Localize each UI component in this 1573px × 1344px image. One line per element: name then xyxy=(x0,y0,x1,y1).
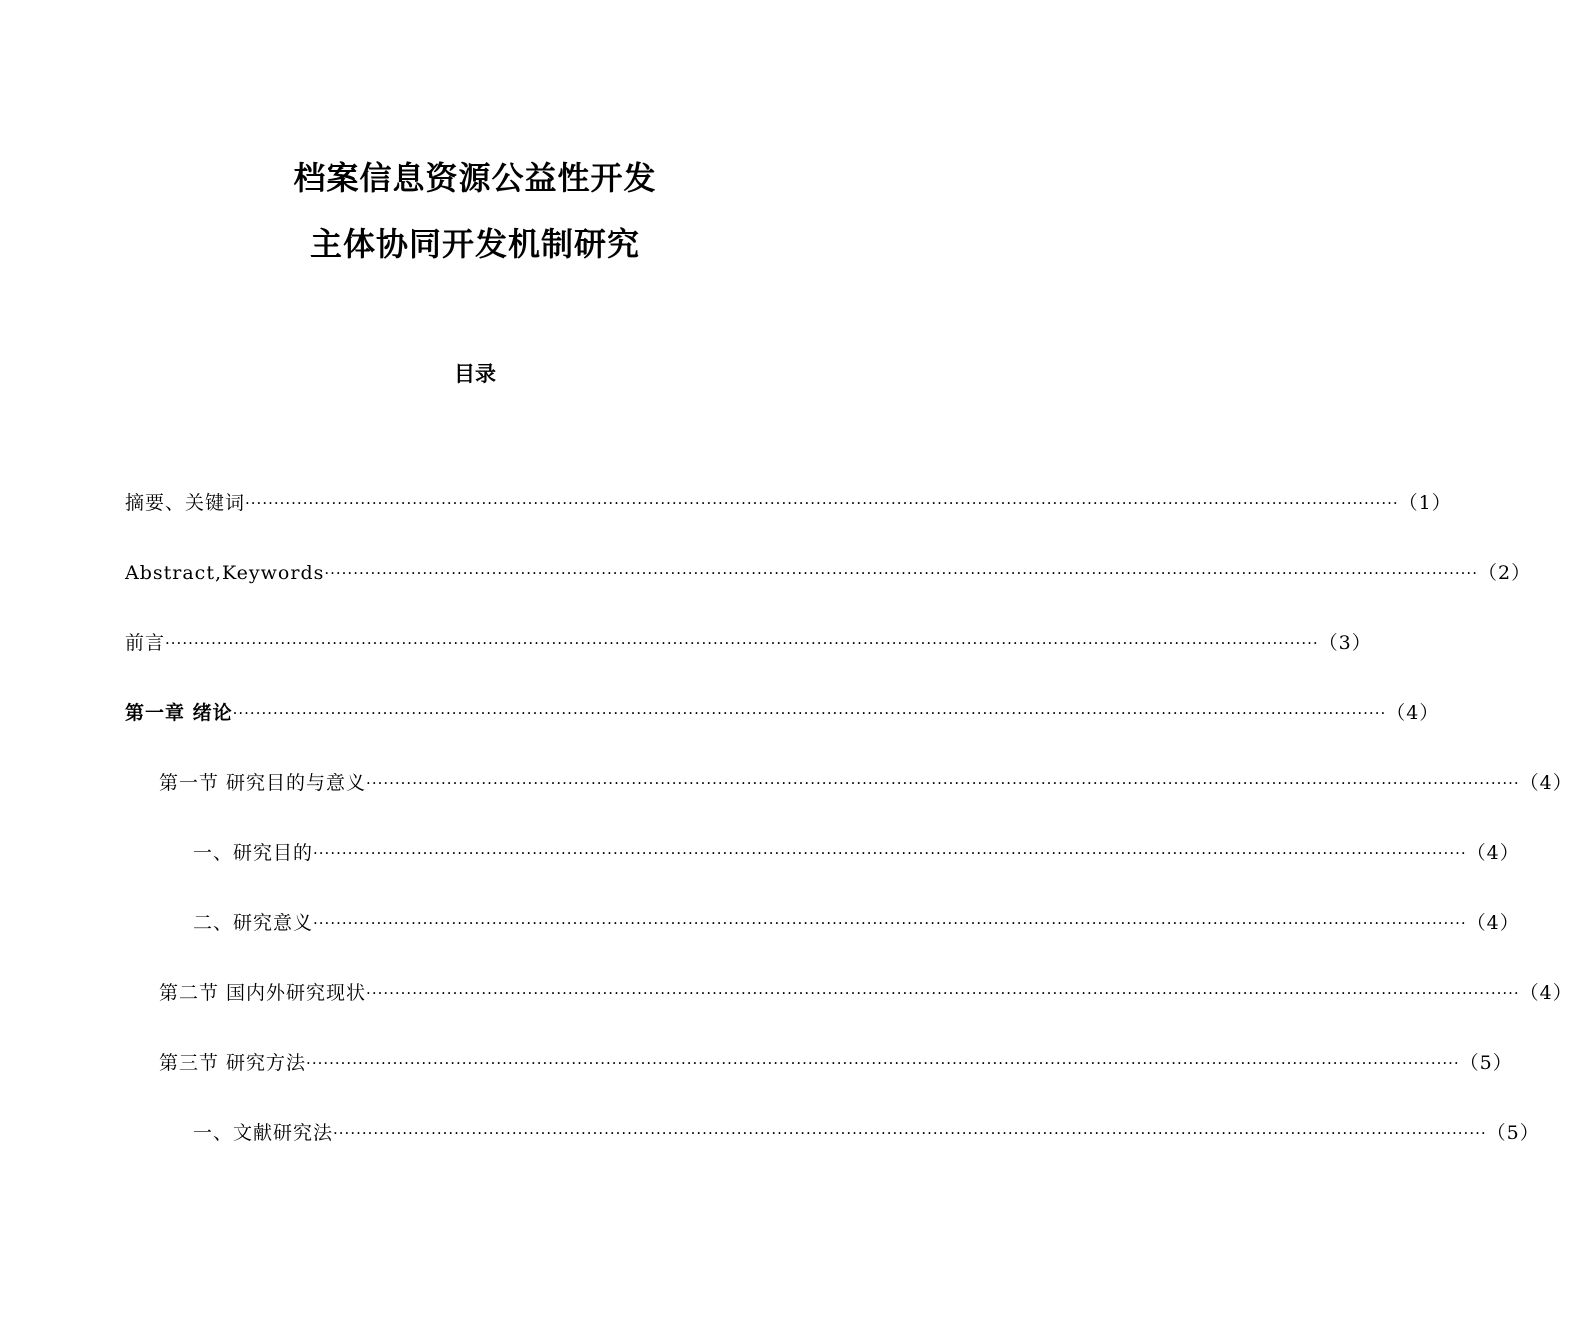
toc-entry-text: 第三节 研究方法 xyxy=(159,1052,307,1074)
toc-entry-page: （4） xyxy=(1466,912,1520,934)
toc-entry-page: （4） xyxy=(1386,702,1440,724)
document-title-line-1: 档案信息资源公益性开发 xyxy=(293,159,657,197)
toc-entry-text: 一、文献研究法 xyxy=(193,1122,334,1144)
toc-entry-subsection[interactable] xyxy=(125,908,1520,978)
toc-entry-section[interactable] xyxy=(125,1048,1513,1118)
toc-entry-page: （3） xyxy=(1318,632,1372,654)
toc-entry-section[interactable] xyxy=(125,768,1573,838)
toc-entry-subsection[interactable] xyxy=(125,838,1520,908)
toc-leader-dots: ········································································································································································································ xyxy=(232,704,1387,722)
toc-leader-dots: ········································································································································································································ xyxy=(324,564,1478,582)
toc-entry-text: 第二节 国内外研究现状 xyxy=(159,982,367,1004)
toc-entry[interactable] xyxy=(125,628,1372,698)
toc-entry-page: （5） xyxy=(1486,1122,1540,1144)
toc-entry-page: （4） xyxy=(1519,982,1573,1004)
toc-leader-dots: ········································································································································································································ xyxy=(366,984,1520,1002)
toc-entry-subsection[interactable] xyxy=(125,1118,1540,1188)
toc-entry-page: （4） xyxy=(1519,772,1573,794)
toc-entry-text: 前言 xyxy=(125,632,166,654)
toc-leader-dots: ········································································································································································································ xyxy=(313,914,1467,932)
toc-entry-page: （5） xyxy=(1459,1052,1513,1074)
toc-entry-page: （2） xyxy=(1477,562,1532,584)
toc-entry[interactable] xyxy=(125,558,1532,628)
toc-entry-text: 第一章 绪论 xyxy=(125,702,233,724)
toc-entry-chapter[interactable] xyxy=(125,698,1440,768)
toc-entry-text: 二、研究意义 xyxy=(193,912,314,934)
toc-entry-text: 一、研究目的 xyxy=(193,842,314,864)
table-of-contents xyxy=(125,488,1573,1188)
toc-leader-dots: ········································································································································································································ xyxy=(245,494,1399,512)
toc-entry-section[interactable] xyxy=(125,978,1573,1048)
toc-entry-page: （4） xyxy=(1466,842,1520,864)
toc-entry-text: 第一节 研究目的与意义 xyxy=(159,772,367,794)
toc-leader-dots: ········································································································································································································ xyxy=(165,634,1319,652)
toc-leader-dots: ········································································································································································································ xyxy=(366,774,1520,792)
toc-leader-dots: ········································································································································································································ xyxy=(306,1054,1460,1072)
toc-entry-text: Abstract,Keywords xyxy=(125,562,325,584)
toc-leader-dots: ········································································································································································································ xyxy=(333,1124,1487,1142)
toc-entry-page: （1） xyxy=(1398,492,1452,514)
toc-entry[interactable] xyxy=(125,488,1452,558)
document-title-line-2: 主体协同开发机制研究 xyxy=(309,225,640,263)
toc-leader-dots: ········································································································································································································ xyxy=(313,844,1467,862)
toc-entry-text: 摘要、关键词 xyxy=(125,492,246,514)
toc-heading: 目录 xyxy=(454,362,496,386)
